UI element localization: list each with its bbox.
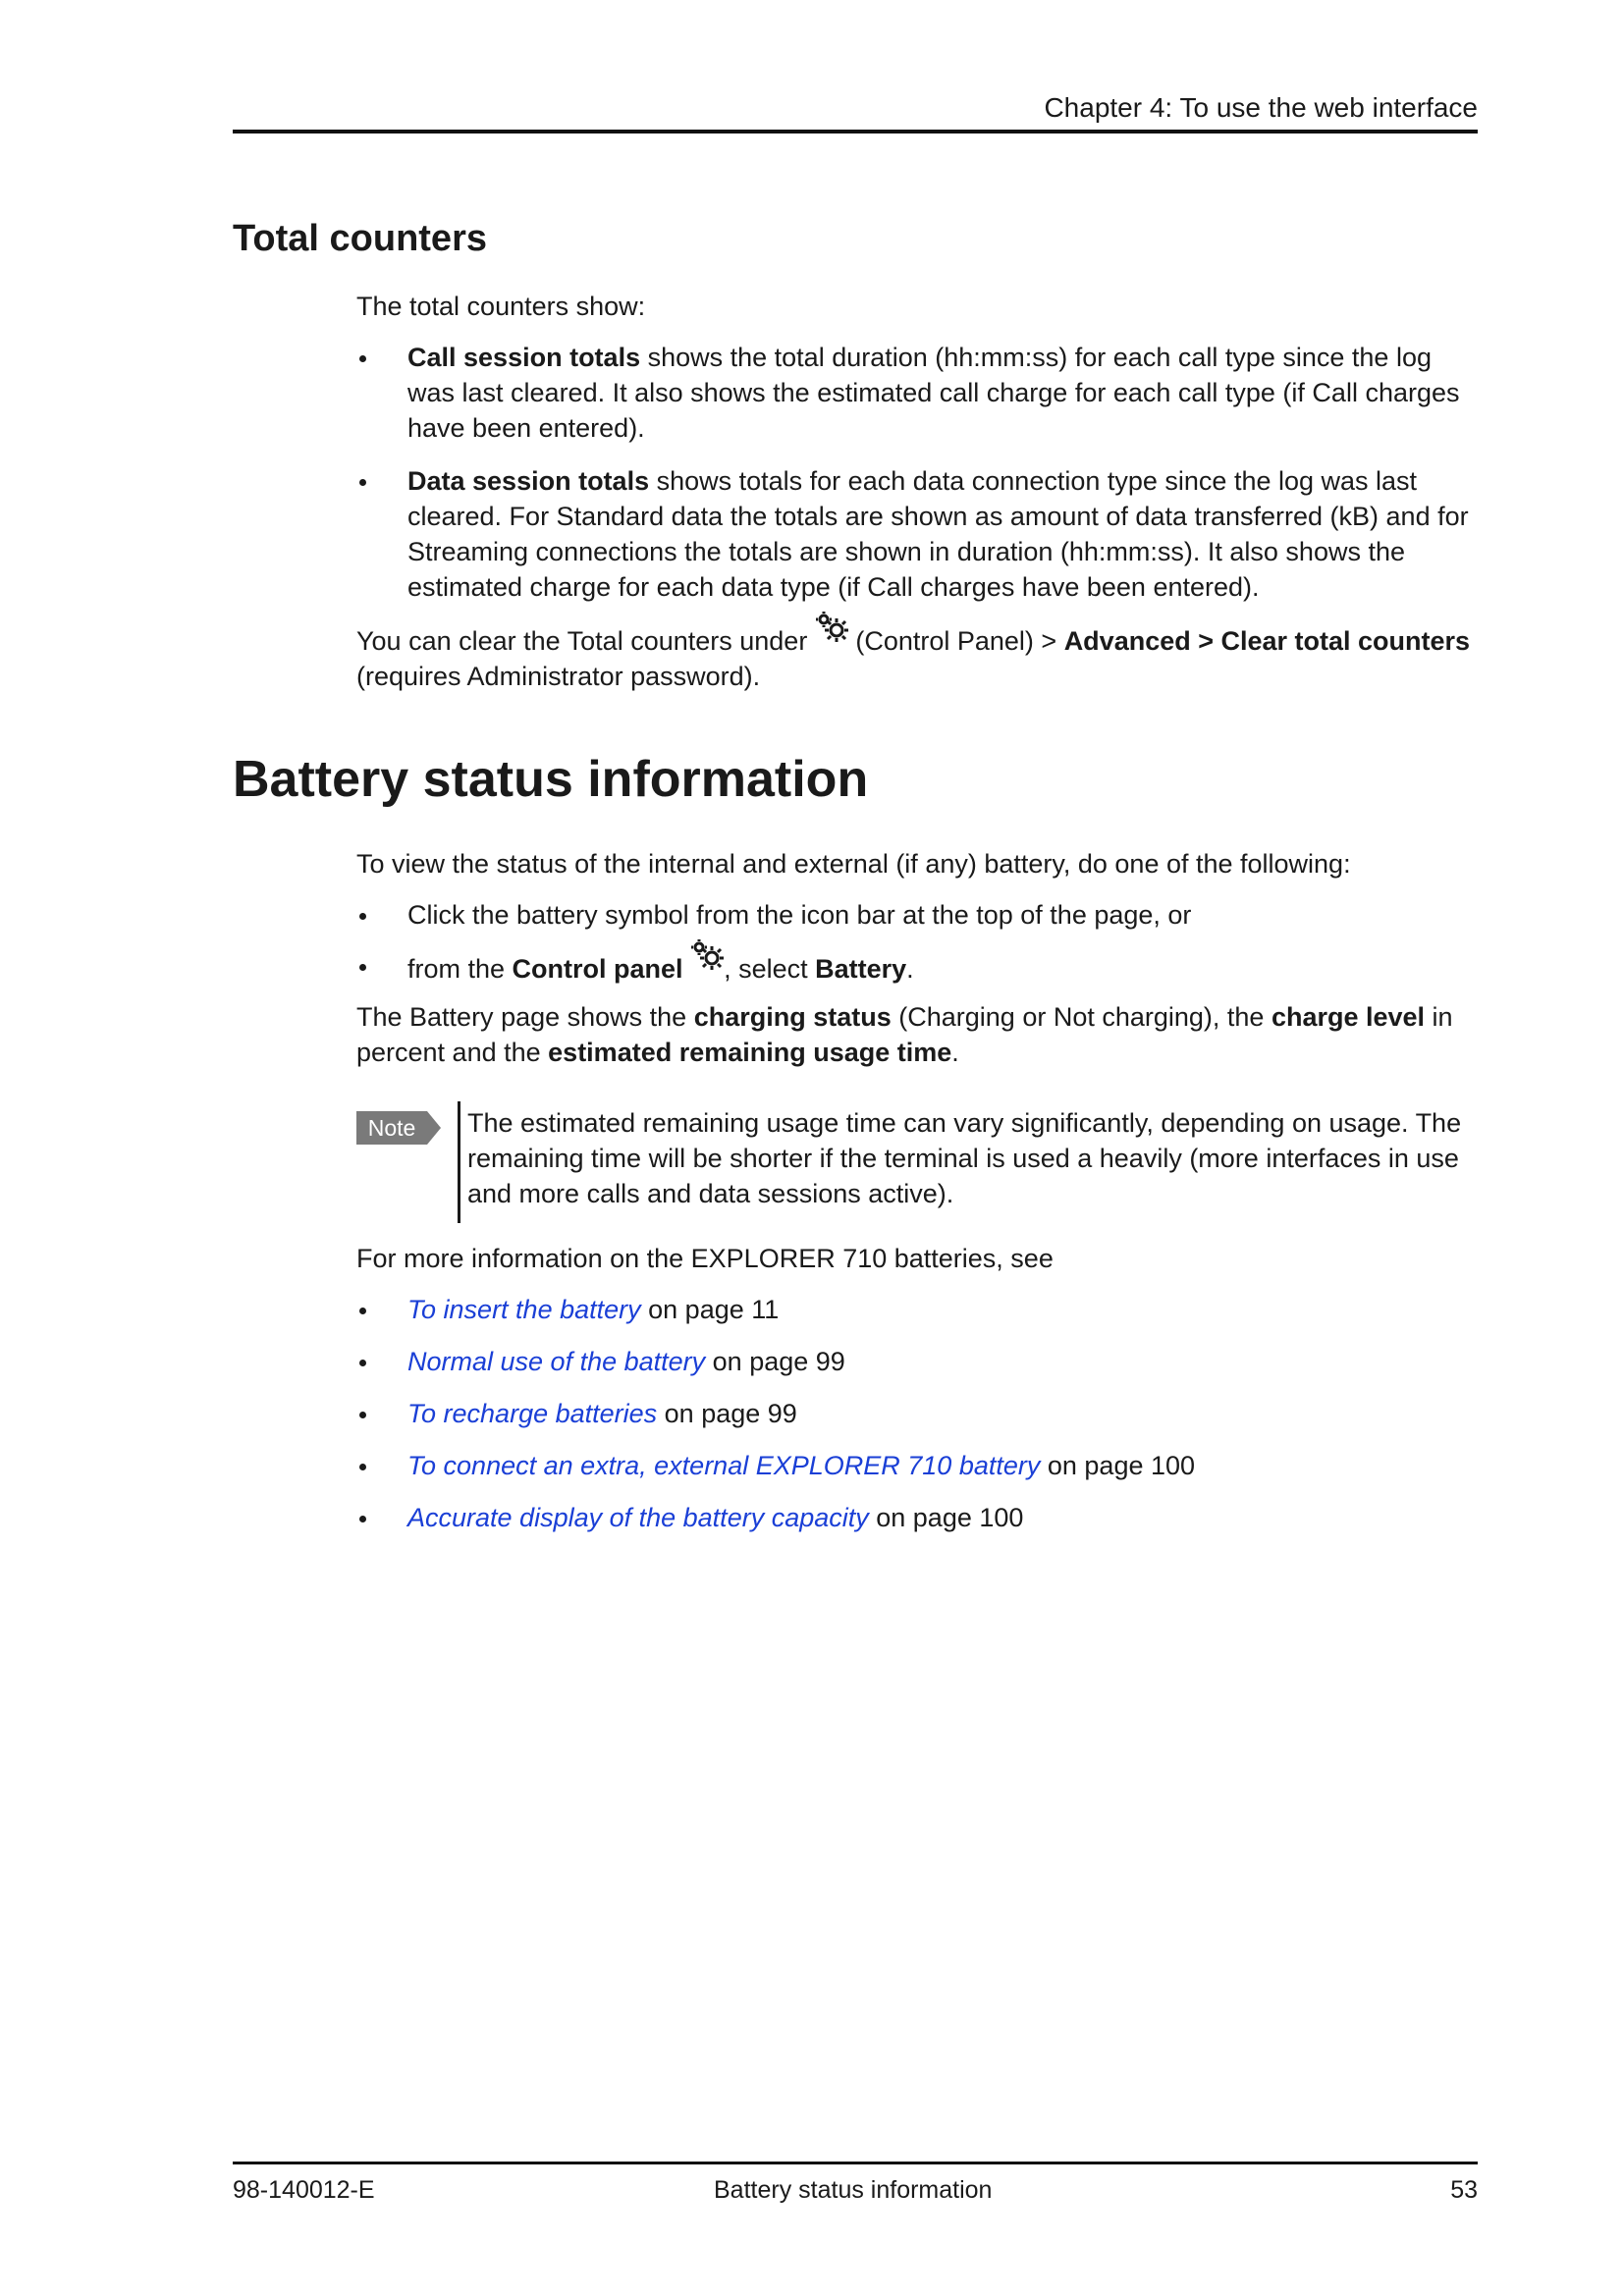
bullet-text: Accurate display of the battery capacity on page 100: [407, 1503, 1024, 1532]
battery-intro: To view the status of the internal and external (if any) battery, do one of the following:: [356, 849, 1351, 879]
link-external-battery[interactable]: To connect an extra, external EXPLORER 710 battery: [407, 1451, 1041, 1480]
total-counters-heading: Total counters: [233, 218, 487, 259]
list-item: [356, 1344, 1481, 1379]
bullet-text: Call session totals shows the total duration (hh:mm:ss) for each call type since the log was last cleared. It also shows the estimated call charge for each call type (if Call charges have been entered).: [407, 343, 1460, 443]
note-label: Note: [367, 1115, 416, 1141]
note-text: The estimated remaining usage time can vary significantly, depending on usage. The remaining time will be shorter if the terminal is used a heavily (more interfaces in use and more calls and data sessions active).: [467, 1108, 1462, 1208]
battery-status-heading: Battery status information: [233, 751, 869, 808]
page-header: [233, 84, 1478, 133]
note-tag: [356, 1111, 441, 1145]
list-item: [356, 1500, 1481, 1535]
page-number: 53: [1450, 2176, 1478, 2204]
bullet-text: from the Control panel , select Battery.: [407, 948, 1481, 987]
control-panel-icon: [815, 611, 848, 644]
document-number: 98-140012-E: [233, 2176, 375, 2204]
bullet-text: Click the battery symbol from the icon bar at the top of the page, or: [407, 900, 1192, 930]
link-battery-capacity[interactable]: Accurate display of the battery capacity: [407, 1503, 869, 1532]
bullet-text: To insert the battery on page 11: [407, 1295, 780, 1324]
bullet-text: To connect an extra, external EXPLORER 710 battery on page 100: [407, 1451, 1196, 1480]
page-footer: [233, 2162, 1478, 2204]
more-info-paragraph: For more information on the EXPLORER 710 batteries, see: [356, 1244, 1054, 1273]
bullet-text: Data session totals shows totals for each data connection type since the log was last cleared. For Standard data the totals are shown as amount of data transferred (kB) and for Streaming connections the totals are shown in duration (hh:mm:ss). It also shows the estimated charge for each data type (if Call charges have been entered).: [407, 466, 1469, 602]
list-item: [356, 897, 1481, 933]
battery-page-paragraph: The Battery page shows the charging status (Charging or Not charging), the charge level in percent and the estimated remaining usage time.: [356, 1002, 1453, 1067]
footer-section-title: Battery status information: [714, 2176, 993, 2204]
note-divider: [458, 1101, 460, 1223]
control-panel-icon: [690, 938, 724, 972]
list-item: [356, 1448, 1481, 1483]
list-item: [356, 463, 1481, 605]
bullet-text: To recharge batteries on page 99: [407, 1399, 797, 1428]
link-normal-use-battery[interactable]: Normal use of the battery: [407, 1347, 706, 1376]
link-recharge-batteries[interactable]: To recharge batteries: [407, 1399, 658, 1428]
list-item: [356, 340, 1481, 446]
bullet-text: Normal use of the battery on page 99: [407, 1347, 845, 1376]
link-insert-battery[interactable]: To insert the battery: [407, 1295, 641, 1324]
chapter-title: Chapter 4: To use the web interface: [1044, 92, 1478, 123]
list-item: [356, 1292, 1481, 1327]
clear-counters-paragraph: You can clear the Total counters under (Control Panel) > Advanced > Clear total counters (requires Administrator password).: [356, 620, 1481, 694]
list-item: [356, 948, 1481, 987]
total-counters-intro: The total counters show:: [356, 292, 646, 321]
list-item: [356, 1396, 1481, 1431]
